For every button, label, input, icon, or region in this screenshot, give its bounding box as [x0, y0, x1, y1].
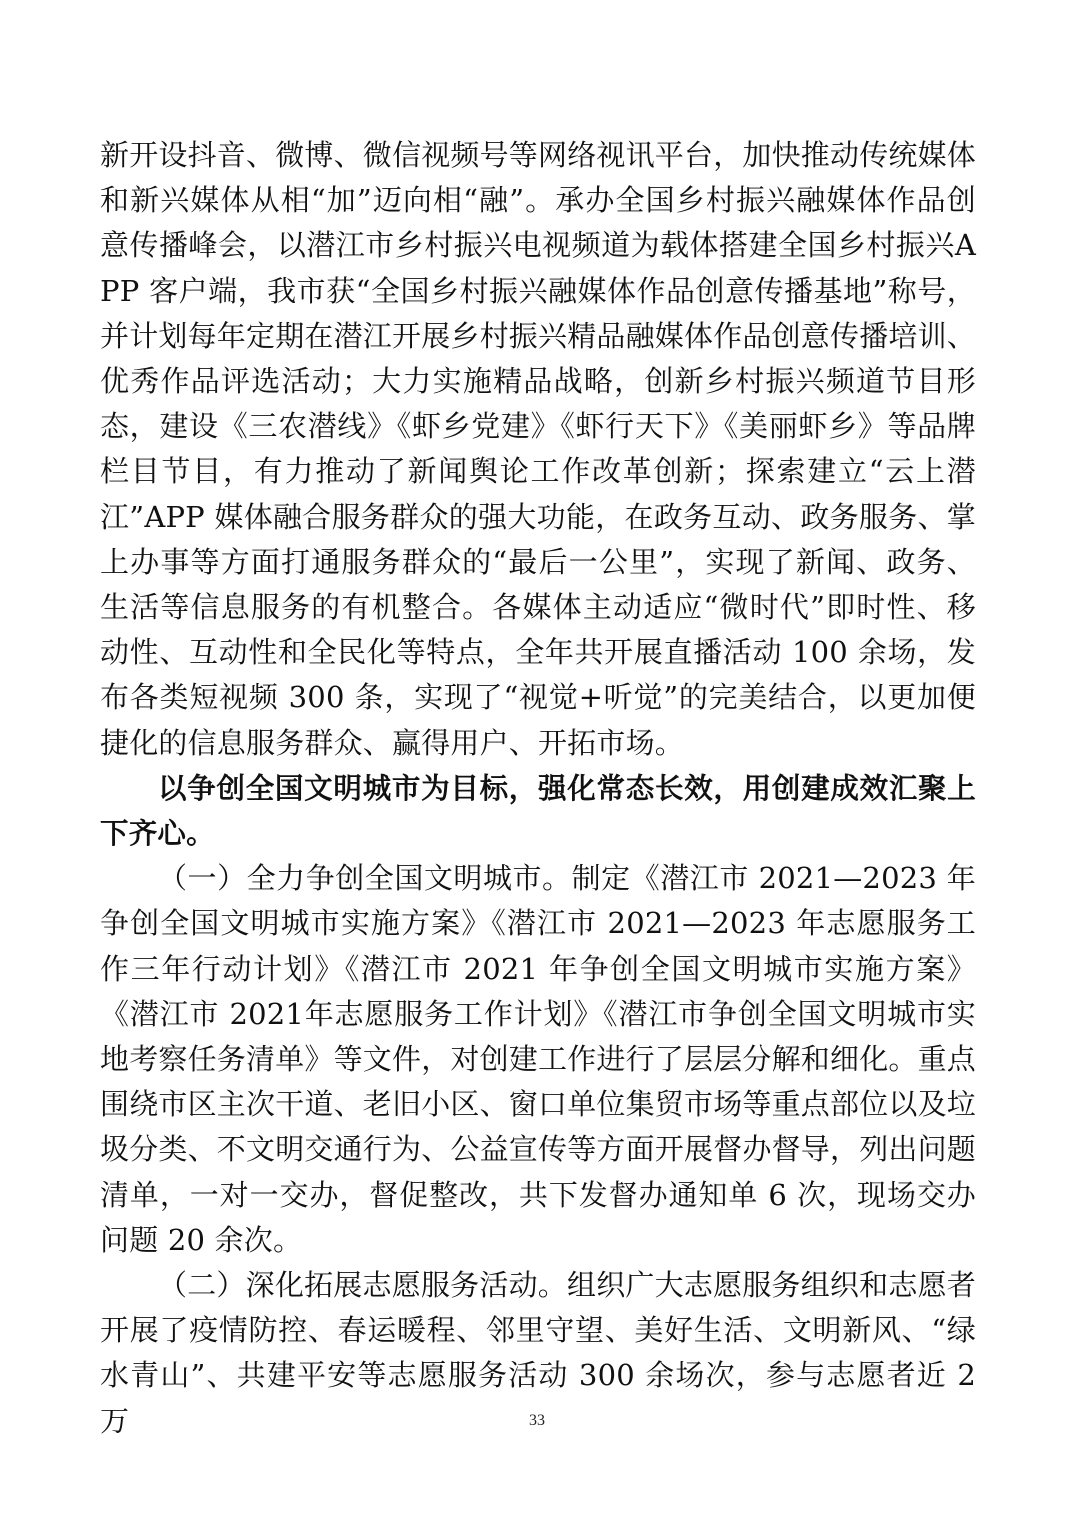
document-body	[100, 133, 976, 1444]
section-heading-civilized-city: 以争创全国文明城市为目标，强化常态长效，用创建成效汇聚上下齐心。	[100, 771, 976, 851]
paragraph-civilized-city: （一）全力争创全国文明城市。制定《潜江市 2021—2023 年争创全国文明城市实施方案》《潜江市 2021—2023 年志愿服务工作三年行动计划》《潜江市 2021 年争创全国文明城市实施方案》《潜江市 2021年志愿服务工作计划》《潜江市争创全国文明城市实地考察任务清单》等文件，对创建工作进行了层层分解和细化。重点围绕市区主次干道、老旧小区、窗口单位集贸市场等重点部位以及垃圾分类、不文明交通行为、公益宣传等方面开展督办督导，列出问题清单，一对一交办，督促整改，共下发督办通知单 6 次，现场交办问题 20 余次。	[100, 861, 977, 1257]
page-number: 33	[529, 1412, 545, 1429]
paragraph-media-convergence: 新开设抖音、微博、微信视频号等网络视讯平台，加快推动传统媒体和新兴媒体从相“加”迈向相“融”。承办全国乡村振兴融媒体作品创意传播峰会，以潜江市乡村振兴电视频道为载体搭建全国乡村振兴APP 客户端，我市获“全国乡村振兴融媒体作品创意传播基地”称号，并计划每年定期在潜江开展乡村振兴精品融媒体作品创意传播培训、优秀作品评选活动；大力实施精品战略，创新乡村振兴频道节目形态，建设《三农潜线》《虾乡党建》《虾行天下》《美丽虾乡》等品牌栏目节目，有力推动了新闻舆论工作改革创新；探索建立“云上潜江”APP 媒体融合服务群众的强大功能，在政务互动、政务服务、掌上办事等方面打通服务群众的“最后一公里”，实现了新闻、政务、生活等信息服务的有机整合。各媒体主动适应“微时代”即时性、移动性、互动性和全民化等特点，全年共开展直播活动 100 余场，发布各类短视频 300 条，实现了“视觉+听觉”的完美结合，以更加便捷化的信息服务群众、赢得用户、开拓市场。	[100, 138, 977, 760]
paragraph-volunteer-service: （二）深化拓展志愿服务活动。组织广大志愿服务组织和志愿者开展了疫情防控、春运暖程、邻里守望、美好生活、文明新风、“绿水青山”、共建平安等志愿服务活动 300 余场次，参与志愿者近 2 万	[100, 1268, 976, 1438]
